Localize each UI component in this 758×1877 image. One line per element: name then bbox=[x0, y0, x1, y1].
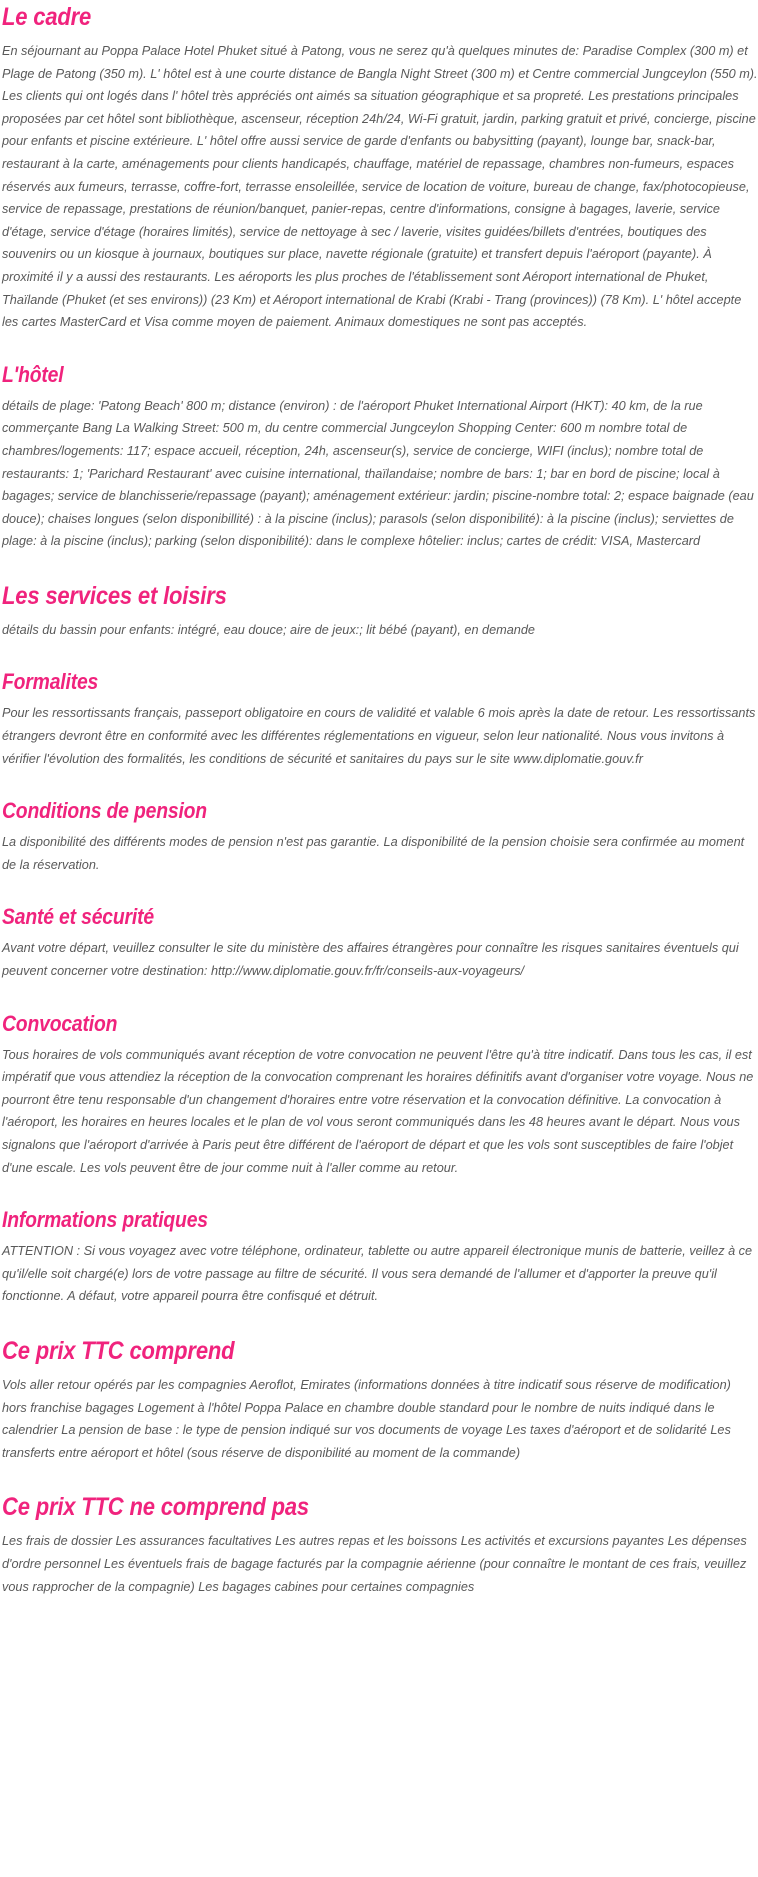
section-convocation bbox=[2, 1009, 756, 1180]
section-ce-prix-ttc-ne-comprend-pas bbox=[2, 1490, 756, 1598]
section-informations-pratiques bbox=[2, 1205, 756, 1308]
section-title-les-services-et-loisirs: Les services et loisirs bbox=[2, 581, 227, 610]
section-body-ce-prix-ttc-comprend: Vols aller retour opérés par les compagnies Aeroflot, Emirates (informations données à titre indicatif sous réserve de modification) hors franchise bagages Logement à l'hôtel Poppa Palace en chambre double standard pour le nombre de nuits indiqué dans le calendrier La pension de base : le type de pension indiqué sur vos documents de voyage Les taxes d'aéroport et de solidarité Les transferts entre aéroport et hôtel (sous réserve de disponibilité au moment de la commande) bbox=[2, 1376, 731, 1460]
section-body-ce-prix-ttc-ne-comprend-pas: Les frais de dossier Les assurances facultatives Les autres repas et les boissons Les activités et excursions payantes Les dépenses d'ordre personnel Les éventuels frais de bagage facturés par la compagnie aérienne (pour connaître le montant de ces frais, veuillez vous rapprocher de la compagnie) Les bagages cabines pour certaines compagnies bbox=[2, 1533, 747, 1594]
section-body-le-cadre: En séjournant au Poppa Palace Hotel Phuket situé à Patong, vous ne serez qu'à quelques minutes de: Paradise Complex (300 m) et Plage de Patong (350 m). L' hôtel est à une courte distance de Bangla Night Street (300 m) et Centre commercial Jungceylon (550 m). Les clients qui ont logés dans l' hôtel très appréciés ont aimés sa situation géographique et sa propreté. Les prestations principales proposées par cet hôtel sont bibliothèque, ascenseur, réception 24h/24, Wi-Fi gratuit, jardin, parking gratuit et privé, concierge, piscine pour enfants et piscine extérieure. L' hôtel offre aussi service de garde d'enfants ou babysitting (payant), lounge bar, snack-bar, restaurant à la carte, aménagements pour clients handicapés, chauffage, matériel de repassage, chambres non-fumeurs, espaces réservés aux fumeurs, terrasse, coffre-fort, terrasse ensoleillée, service de location de voiture, bureau de change, fax/photocopieuse, service de repassage, prestations de réunion/banquet, panier-repas, centre d'informations, consigne à bagages, laverie, service d'étage, service d'étage (horaires limités), service de nettoyage à sec / laverie, visites guidées/billets d'entrées, boutiques des souvenirs ou un kiosque à journaux, boutiques sur place, navette régionale (gratuite) et transfert depuis l'aéroport (payante). À proximité il y a aussi des restaurants. Les aéroports les plus proches de l'établissement sont Aéroport international de Phuket, Thaïlande (Phuket (et ses environs)) (23 Km) et Aéroport international de Krabi (Krabi - Trang (provinces)) (78 Km). L' hôtel accepte les cartes MasterCard et Visa comme moyen de paiement. Animaux domestiques ne sont pas acceptés. bbox=[2, 43, 758, 330]
section-title-le-cadre: Le cadre bbox=[2, 3, 92, 31]
section-body-les-services-et-loisirs: détails du bassin pour enfants: intégré, eau douce; aire de jeux:; lit bébé (payant), en demande bbox=[2, 621, 535, 637]
section-title-conditions-de-pension: Conditions de pension bbox=[2, 798, 207, 824]
section-title-formalites: Formalites bbox=[2, 669, 99, 695]
section-formalites bbox=[2, 667, 756, 770]
section-title-ce-prix-ttc-comprend: Ce prix TTC comprend bbox=[2, 1336, 235, 1365]
section-l-hotel bbox=[2, 360, 756, 553]
section-title-informations-pratiques: Informations pratiques bbox=[2, 1207, 208, 1233]
section-body-convocation: Tous horaires de vols communiqués avant réception de votre convocation ne peuvent l'être qu'à titre indicatif. Dans tous les cas, il est impératif que vous attendiez la réception de la convocation comprenant les horaires définitifs avant d'organiser votre voyage. Nous ne pourront être tenu responsable d'un changement d'horaires entre votre réservation et la convocation définitive. La convocation à l'aéroport, les horaires en heures locales et le plan de vol vous seront communiqués dans les 48 heures avant le départ. Nous vous signalons que l'aéroport d'arrivée à Paris peut être différent de l'aéroport de départ et que les vols sont susceptibles de faire l'objet d'une escale. Les vols peuvent être de jour comme nuit à l'aller comme au retour. bbox=[2, 1046, 754, 1175]
section-body-conditions-de-pension: La disponibilité des différents modes de pension n'est pas garantie. La disponibilité de la pension choisie sera confirmée au moment de la réservation. bbox=[2, 834, 745, 872]
section-title-l-hotel: L'hôtel bbox=[2, 361, 64, 387]
section-ce-prix-ttc-comprend bbox=[2, 1334, 756, 1464]
section-les-services-et-loisirs bbox=[2, 579, 756, 642]
section-body-sante-et-securite: Avant votre départ, veuillez consulter le site du ministère des affaires étrangères pour connaître les risques sanitaires éventuels qui peuvent concerner votre destination: http://www.diplomatie.gouv.fr/fr/conseils-aux-voyageurs/ bbox=[2, 940, 739, 979]
section-conditions-de-pension bbox=[2, 796, 756, 876]
section-body-l-hotel: détails de plage: 'Patong Beach' 800 m; distance (environ) : de l'aéroport Phuket International Airport (HKT): 40 km, de la rue commerçante Bang La Walking Street: 500 m, du centre commercial Jungceylon Shopping Center: 600 m nombre total de chambres/logements: 117; espace accueil, réception, 24h, ascenseur(s), service de concierge, WIFI (inclus); nombre total de restaurants: 1; 'Parichard Restaurant' avec cuisine international, thaïlandaise; nombre de bars: 1; bar en bord de piscine; local à bagages; service de blanchisserie/repassage (payant); aménagement extérieur: jardin; piscine-nombre total: 2; espace baignade (eau douce); chaises longues (selon disponibillité) : à la piscine (inclus); parasols (selon disponibilité): à la piscine (inclus); serviettes de plage: à la piscine (inclus); parking (selon disponibilité): dans le complexe hôtelier: inclus; cartes de crédit: VISA, Mastercard bbox=[2, 397, 754, 549]
section-sante-et-securite bbox=[2, 902, 756, 982]
section-body-formalites: Pour les ressortissants français, passeport obligatoire en cours de validité et valable 6 mois après la date de retour. Les ressortissants étrangers devront être en conformité avec les différentes réglementations en vigueur, selon leur nationalité. Nous vous invitons à vérifier l'évolution des formalités, les conditions de sécurité et sanitaires du pays sur le site www.diplomatie.gouv.fr bbox=[2, 705, 756, 766]
section-le-cadre bbox=[2, 0, 756, 334]
section-title-convocation: Convocation bbox=[2, 1010, 118, 1036]
section-title-ce-prix-ttc-ne-comprend-pas: Ce prix TTC ne comprend pas bbox=[2, 1493, 309, 1522]
section-title-sante-et-securite: Santé et sécurité bbox=[2, 904, 154, 930]
section-body-informations-pratiques: ATTENTION : Si vous voyagez avec votre téléphone, ordinateur, tablette ou autre appareil électronique munis de batterie, veillez à ce qu'il/elle soit chargé(e) lors de votre passage au filtre de sécurité. Il vous sera demandé de l'allumer et d'apporter la preuve qu'il fonctionne. A défaut, votre appareil pourra être confisqué et détruit. bbox=[2, 1243, 753, 1304]
